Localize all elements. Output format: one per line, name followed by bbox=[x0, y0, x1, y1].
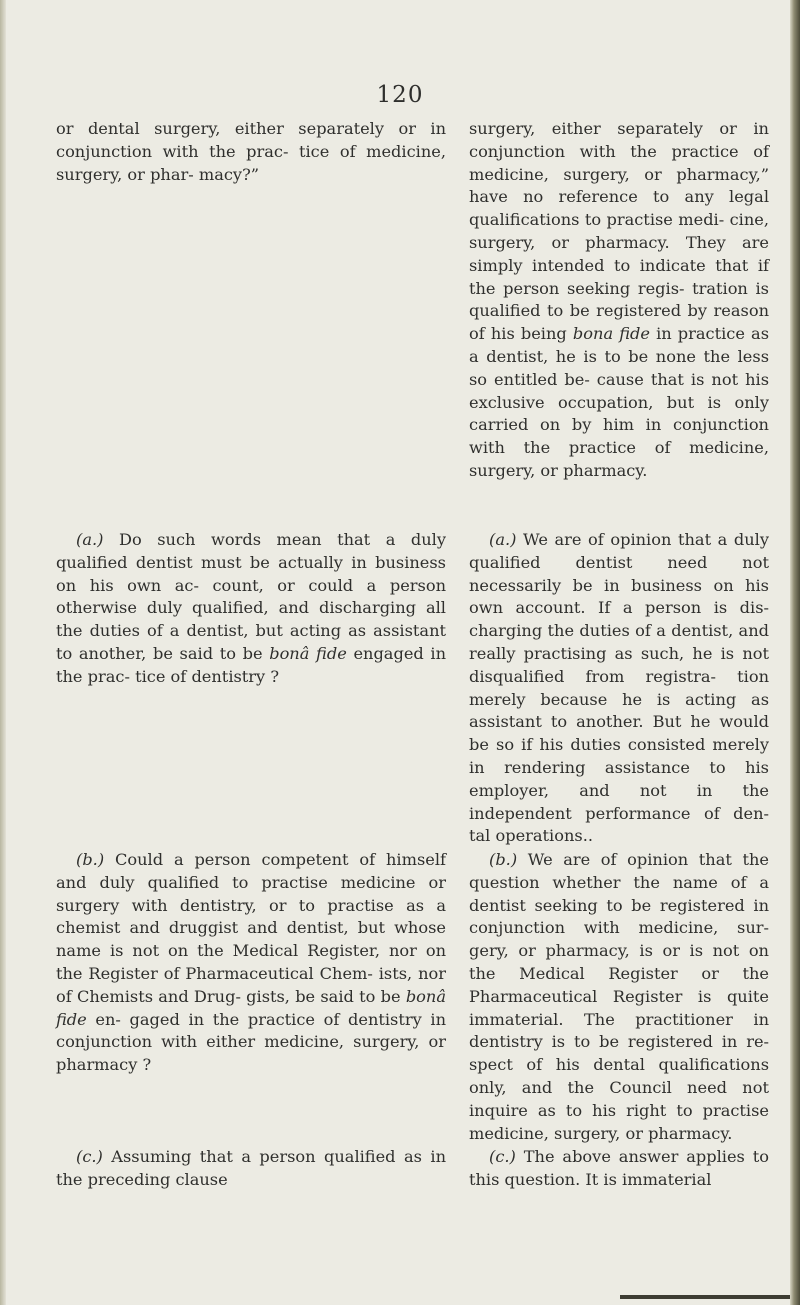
question-b-italic: bonâ fide bbox=[56, 986, 446, 1029]
answer-c-block bbox=[469, 1146, 769, 1192]
question-a-text-part-2: engaged in the prac- tice of dentistry ? bbox=[56, 643, 447, 686]
right-intro-part-1: surgery, either separately or in conjunction with the practice of medicine, surgery, or pharmacy,” have no reference to any legal qualifications to practise medi- cine, surgery, or pharmacy. They are simply intended to indicate that if the person seeking regis- tration is qualified to be registered by reason of his being bbox=[469, 119, 769, 344]
answer-b-label: (b.) bbox=[489, 850, 518, 869]
page-right-edge bbox=[790, 0, 800, 1305]
answer-a-label: (a.) bbox=[489, 530, 517, 549]
bottom-edge-shadow bbox=[620, 1295, 790, 1299]
page-left-edge bbox=[0, 0, 6, 1305]
page-number: 120 bbox=[376, 82, 424, 108]
answer-b-text bbox=[469, 849, 769, 1145]
question-a-italic: bonâ fide bbox=[269, 643, 347, 663]
question-a-label: (a.) bbox=[76, 530, 104, 549]
question-b-block bbox=[56, 849, 446, 1077]
question-c-text bbox=[56, 1146, 446, 1192]
question-b-text bbox=[56, 849, 446, 1077]
question-c-block bbox=[56, 1146, 446, 1192]
question-b-text-part-2: en- gaged in the practice of dentistry in conjunction with either medicine, surgery, or pharmacy ? bbox=[56, 1009, 446, 1075]
question-a-text-part-1: Do such words mean that a duly qualified dentist must be actually in business on his own ac- count, or could a person otherwise duly qualified, and discharging all the duties of a dentist, but acting as assistant to another, be said to be bbox=[56, 530, 446, 663]
question-b-label: (b.) bbox=[76, 850, 105, 869]
right-intro-text bbox=[469, 118, 769, 483]
right-intro-block bbox=[469, 118, 769, 483]
question-b-text-part-1: Could a person competent of himself and duly qualified to practise medicine or surgery with dentistry, or to practise as a chemist and druggist and dentist, but whose name is not on the Medical Register, nor on the Register of Pharmaceutical Chem- ists, nor of Chemists and Drug- gists, be said to be bbox=[56, 850, 446, 1006]
answer-a-body: We are of opinion that a duly qualified dentist need not necessarily be in business on his own account. If a person is dis- charging the duties of a dentist, and really practising as such, he is not disqualified from registra- tion merely because he is acting as assistant to another. But he would be so if his duties consisted merely in rendering assistance to his employer, and not in the independent performance of den- tal operations.. bbox=[469, 530, 769, 846]
left-column bbox=[56, 118, 446, 1218]
answer-a-text bbox=[469, 529, 769, 848]
left-intro-block bbox=[56, 118, 446, 186]
question-c-text-body: Assuming that a person qualified as in the preceding clause bbox=[56, 1147, 446, 1189]
answer-b-body: We are of opinion that the question whether the name of a dentist seeking to be registered in conjunction with medicine, sur- gery, or pharmacy, is or is not on the Medical Register or the Pharmaceutical Register is quite immaterial. The practitioner in dentistry is to be registered in re- spect of his dental qualifications only, and the Council need not inquire as to his right to practise medicine, surgery, or pharmacy. bbox=[469, 850, 769, 1143]
question-c-label: (c.) bbox=[76, 1147, 103, 1166]
right-intro-part-2: in practice as a dentist, he is to be none the less so entitled be- cause that is not his exclusive occupation, but is only carried on by him in conjunction with the practice of medicine, surgery, or pharmacy. bbox=[469, 324, 770, 480]
question-a-text bbox=[56, 529, 446, 689]
answer-c-body: The above answer applies to this question. It is immaterial bbox=[469, 1147, 769, 1189]
answer-c-text bbox=[469, 1146, 769, 1192]
right-intro-italic: bona fide bbox=[572, 324, 650, 344]
answer-a-block bbox=[469, 529, 769, 848]
question-a-block bbox=[56, 529, 446, 689]
right-column bbox=[469, 118, 769, 1218]
answer-c-label: (c.) bbox=[489, 1147, 516, 1166]
answer-b-block bbox=[469, 849, 769, 1145]
left-intro-text: or dental surgery, either separately or in conjunction with the prac- tice of medicine, surgery, or phar- macy?” bbox=[56, 119, 446, 184]
